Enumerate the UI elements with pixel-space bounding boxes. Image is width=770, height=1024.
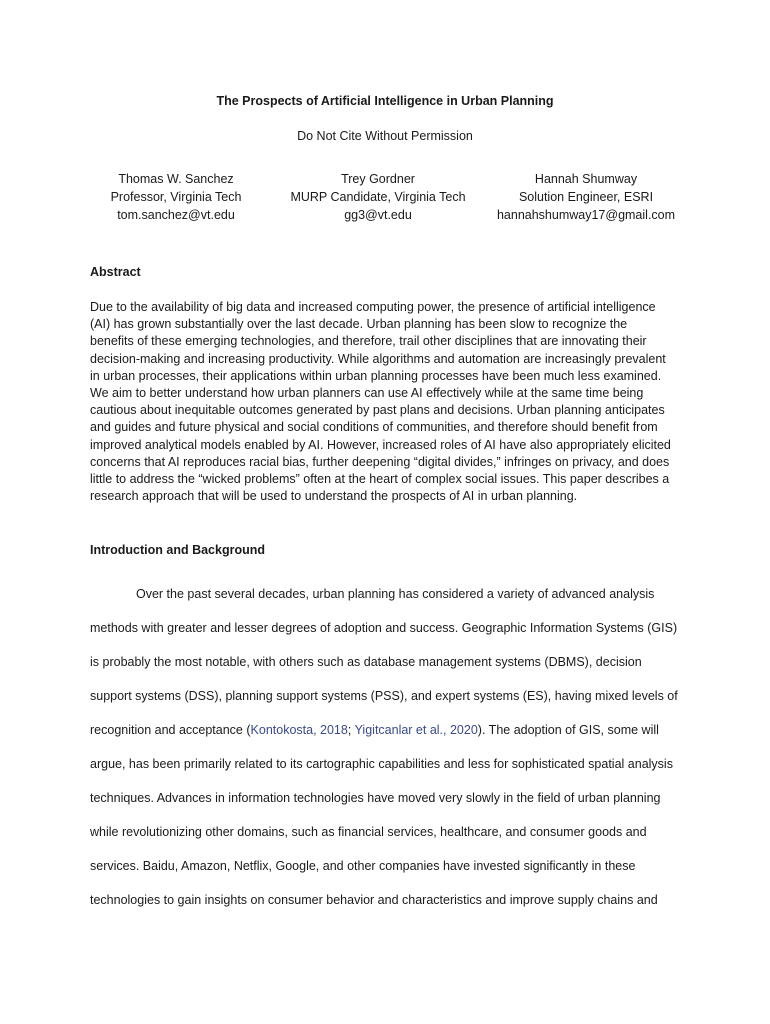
author-name: Hannah Shumway [534,172,638,186]
abstract-line: concerns that AI reproduces racial bias, further deepening “digital divides,” infringes on privacy, and does [90,454,670,469]
author-email: gg3@vt.edu [344,208,412,222]
introduction-heading: Introduction and Background [90,543,265,557]
intro-line: argue, has been primarily related to its cartographic capabilities and less for sophisticated spatial analysis [90,757,673,771]
author-role: Professor, Virginia Tech [110,190,242,204]
abstract-line: cautious about inequitable outcomes generated by past plans and decisions. Urban planning anticipates [90,403,665,418]
introduction-text [90,577,690,917]
author-card [90,170,262,224]
citation-link[interactable]: Kontokosta, 2018 [250,723,348,737]
abstract-line: We aim to better understand how urban planners can use AI effectively while at the same time being [90,386,644,401]
author-name: Trey Gordner [341,172,415,186]
abstract-line: benefits of these emerging technologies, and therefore, trail other disciplines that are innovating their [90,334,647,349]
author-name: Thomas W. Sanchez [118,172,234,186]
abstract-line: decision-making and increasing productivity. While algorithms and automation are increasingly prevalent [90,351,666,366]
abstract-line: little to address the “wicked problems” often at the heart of complex social issues. This paper describes a [90,472,670,487]
author-email: hannahshumway17@gmail.com [496,208,676,222]
abstract-line: in urban processes, their applications within urban planning processes have been much less examined. [90,368,662,383]
abstract-line: (AI) has grown substantially over the last decade. Urban planning has been slow to recognize the [90,317,628,332]
intro-text-fragment: recognition and acceptance ( [90,723,251,737]
author-role: Solution Engineer, ESRI [518,190,654,204]
intro-line: is probably the most notable, with others such as database management systems (DBMS), decision [90,655,642,669]
author-card [280,170,476,224]
intro-line: technologies to gain insights on consumer behavior and characteristics and improve supply chains and [90,893,658,907]
intro-line: support systems (DSS), planning support systems (PSS), and expert systems (ES), having mixed levels of [90,689,678,703]
author-role: MURP Candidate, Virginia Tech [290,190,466,204]
abstract-heading: Abstract [90,265,141,279]
paper-subtitle: Do Not Cite Without Permission [297,129,473,143]
intro-line: methods with greater and lesser degrees of adoption and success. Geographic Information Systems (GIS) [90,621,678,635]
intro-line: while revolutionizing other domains, such as financial services, healthcare, and consumer goods and [90,825,647,839]
author-email: tom.sanchez@vt.edu [117,208,235,222]
citation-link[interactable]: Yigitcanlar et al., 2020 [354,723,478,737]
intro-line: services. Baidu, Amazon, Netflix, Google, and other companies have invested significantly in these [90,859,636,873]
abstract-line: research approach that will be used to understand the prospects of AI in urban planning. [90,489,578,504]
paper-title: The Prospects of Artificial Intelligence in Urban Planning [216,94,554,108]
abstract-line: improved analytical models enabled by AI. However, increased roles of AI have also appropriately elicited [90,437,671,452]
abstract-text [90,299,690,505]
intro-line-with-citations [90,713,690,747]
abstract-line: and guides and future physical and social conditions of communities, and therefore should benefit from [90,420,658,435]
intro-line: Over the past several decades, urban planning has considered a variety of advanced analysis [136,587,655,601]
author-card [490,170,682,224]
intro-text-fragment: ; [347,723,355,737]
intro-text-fragment: ). The adoption of GIS, some will [477,723,659,737]
abstract-line: Due to the availability of big data and increased computing power, the presence of artificial intelligence [90,300,656,314]
intro-line: techniques. Advances in information technologies have moved very slowly in the field of urban planning [90,791,661,805]
